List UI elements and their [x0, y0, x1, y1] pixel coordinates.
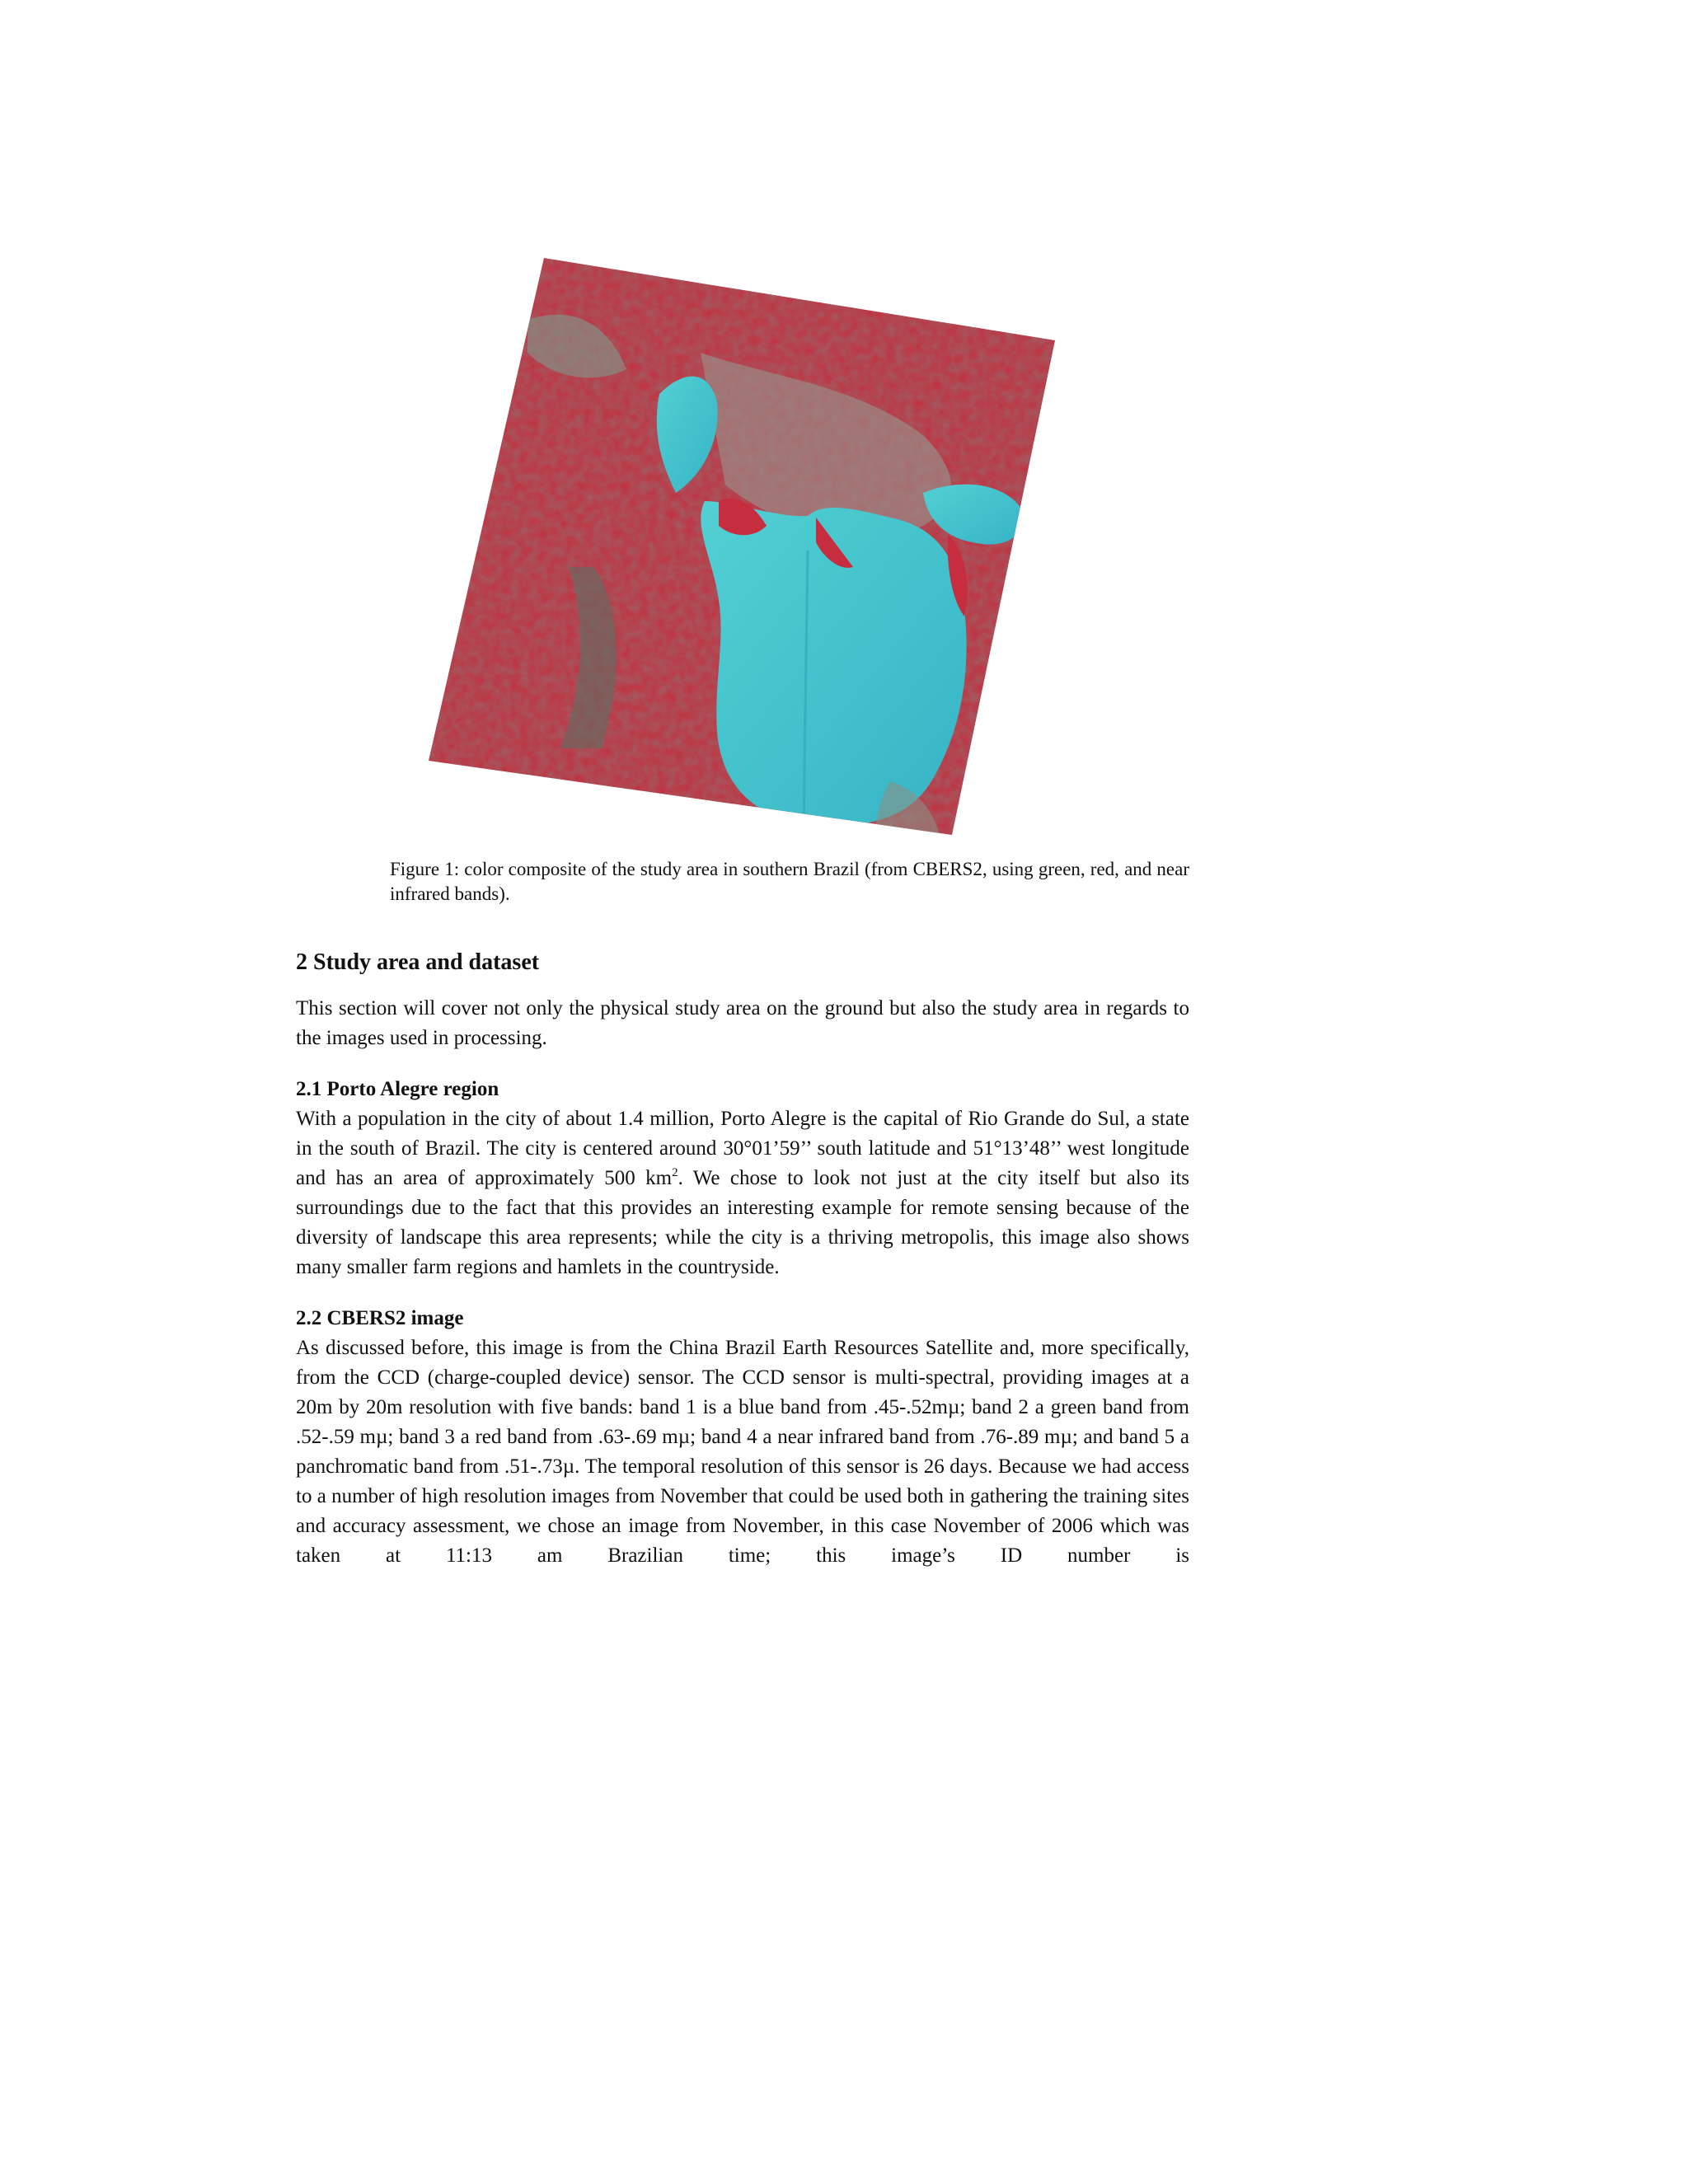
satellite-image-figure — [429, 254, 1063, 847]
porto-alegre-text-a: With a population in the city of about 1.4 million, Porto Alegre is the capital of Rio Grande do Sul, a state in the south of Brazil. The city is centered around 30°01’59’’ south latitude and 51°13’48’’ west longitude and has an area of approximately 500 km — [296, 1108, 1189, 1189]
cbers2-paragraph: As discussed before, this image is from the China Brazil Earth Resources Satellite and, more specifically, from the CCD (charge-coupled device) sensor. The CCD sensor is multi-spectral, providing images at a 20m by 20m resolution with five bands: band 1 is a blue band from .45-.52mµ; band 2 a green band from .52-.59 mµ; band 3 a red band from .63-.69 mµ; band 4 a near infrared band from .76-.89 mµ; and band 5 a panchromatic band from .51-.73µ. The temporal resolution of this sensor is 26 days. Because we had access to a number of high resolution images from November that could be used both in gathering the training sites and accuracy assessment, we chose an image from November, in this case November of 2006 which was taken at 11:13 am Brazilian time; this image’s ID number is — [296, 1337, 1189, 1567]
main-text — [296, 946, 1189, 1592]
subsection-heading-porto-alegre: 2.1 Porto Alegre region — [296, 1078, 499, 1100]
porto-alegre-paragraph — [296, 1104, 1189, 1282]
section-heading-study-area: 2 Study area and dataset — [296, 949, 540, 975]
section-intro-paragraph: This section will cover not only the physical study area on the ground but also the study area in regards to the images used in processing. — [296, 997, 1189, 1049]
subsection-heading-cbers2: 2.2 CBERS2 image — [296, 1307, 464, 1329]
figure-caption: Figure 1: color composite of the study area in southern Brazil (from CBERS2, using green, red, and near infrared bands). — [390, 859, 1189, 904]
satellite-image — [429, 254, 1063, 847]
porto-alegre-text-b: . We chose to look not just at the city itself but also its surroundings due to the fact that this provides an interesting example for remote sensing because of the diversity of landscape this area represents; while the city is a thriving metropolis, this image also shows many smaller farm regions and hamlets in the countryside. — [296, 1167, 1189, 1278]
area-superscript: 2 — [672, 1166, 678, 1179]
